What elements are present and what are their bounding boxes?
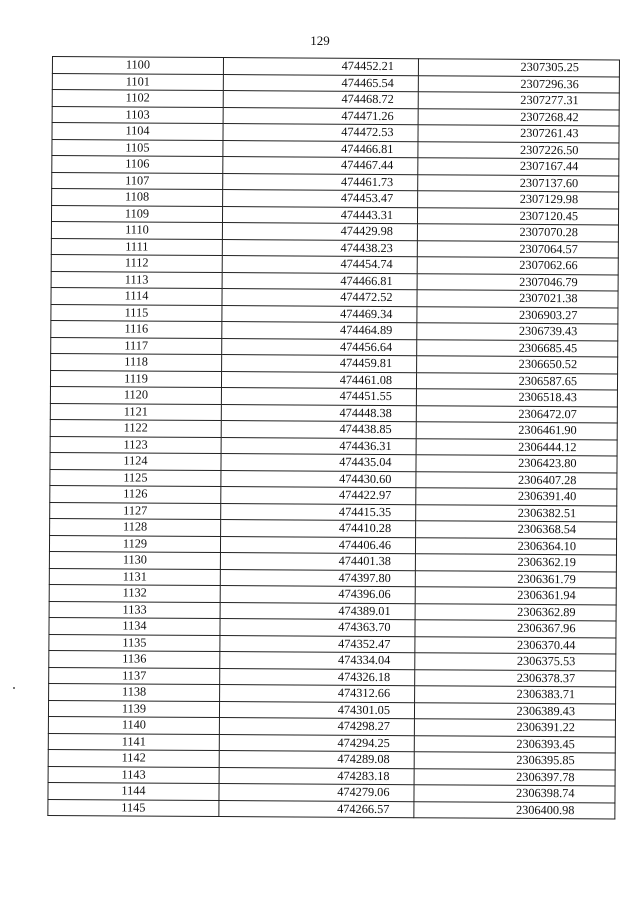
x-coordinate-cell: 474468.72: [223, 91, 418, 109]
point-number-cell: 1114: [51, 287, 222, 305]
y-coordinate-cell: 2306395.85: [414, 752, 615, 770]
point-number-cell: 1102: [52, 90, 223, 108]
point-number-cell: 1110: [51, 221, 222, 239]
y-coordinate-cell: 2307261.43: [418, 125, 619, 143]
x-coordinate-cell: 474422.97: [221, 487, 416, 505]
x-coordinate-cell: 474283.18: [219, 767, 414, 785]
point-number-cell: 1122: [50, 419, 221, 437]
x-coordinate-cell: 474435.04: [221, 454, 416, 472]
y-coordinate-cell: 2307046.79: [417, 273, 618, 291]
y-coordinate-cell: 2307120.45: [417, 207, 618, 225]
y-coordinate-cell: 2306362.89: [415, 603, 616, 621]
y-coordinate-cell: 2307137.60: [418, 174, 619, 192]
y-coordinate-cell: 2306518.43: [416, 389, 617, 407]
y-coordinate-cell: 2306391.22: [414, 719, 615, 737]
point-number-cell: 1144: [48, 782, 219, 800]
y-coordinate-cell: 2307062.66: [417, 257, 618, 275]
point-number-cell: 1118: [51, 353, 222, 371]
x-coordinate-cell: 474352.47: [220, 635, 415, 653]
y-coordinate-cell: 2306472.07: [416, 405, 617, 423]
x-coordinate-cell: 474452.21: [223, 58, 418, 76]
point-number-cell: 1127: [50, 502, 221, 520]
x-coordinate-cell: 474406.46: [220, 536, 415, 554]
x-coordinate-cell: 474298.27: [219, 718, 414, 736]
y-coordinate-cell: 2306361.79: [415, 570, 616, 588]
x-coordinate-cell: 474472.52: [222, 289, 417, 307]
y-coordinate-cell: 2306362.19: [415, 554, 616, 572]
y-coordinate-cell: 2306368.54: [416, 521, 617, 539]
x-coordinate-cell: 474454.74: [222, 256, 417, 274]
y-coordinate-cell: 2306389.43: [414, 702, 615, 720]
coordinates-table: [47, 56, 620, 819]
point-number-cell: 1119: [50, 370, 221, 388]
x-coordinate-cell: 474301.05: [219, 701, 414, 719]
point-number-cell: 1139: [48, 700, 219, 718]
point-number-cell: 1106: [52, 156, 223, 174]
point-number-cell: 1141: [48, 733, 219, 751]
y-coordinate-cell: 2306685.45: [417, 339, 618, 357]
x-coordinate-cell: 474410.28: [221, 520, 416, 538]
page-number: 129: [310, 33, 330, 48]
x-coordinate-cell: 474429.98: [222, 223, 417, 241]
point-number-cell: 1128: [50, 518, 221, 536]
point-number-cell: 1121: [50, 403, 221, 421]
point-number-cell: 1112: [51, 254, 222, 272]
point-number-cell: 1100: [52, 57, 223, 75]
table-row: [48, 799, 615, 819]
x-coordinate-cell: 474466.81: [222, 272, 417, 290]
y-coordinate-cell: 2307226.50: [418, 141, 619, 159]
y-coordinate-cell: 2306400.98: [414, 801, 615, 819]
x-coordinate-cell: 474465.54: [223, 74, 418, 92]
x-coordinate-cell: 474464.89: [222, 322, 417, 340]
y-coordinate-cell: 2307070.28: [417, 224, 618, 242]
point-number-cell: 1129: [49, 535, 220, 553]
point-number-cell: 1135: [49, 634, 220, 652]
y-coordinate-cell: 2307305.25: [418, 59, 619, 77]
y-coordinate-cell: 2307064.57: [417, 240, 618, 258]
y-coordinate-cell: 2306587.65: [416, 372, 617, 390]
point-number-cell: 1142: [48, 749, 219, 767]
y-coordinate-cell: 2307268.42: [418, 108, 619, 126]
x-coordinate-cell: 474438.23: [222, 239, 417, 257]
point-number-cell: 1103: [52, 106, 223, 124]
point-number-cell: 1124: [50, 452, 221, 470]
x-coordinate-cell: 474466.81: [223, 140, 418, 158]
y-coordinate-cell: 2307296.36: [418, 75, 619, 93]
y-coordinate-cell: 2306364.10: [415, 537, 616, 555]
x-coordinate-cell: 474469.34: [222, 305, 417, 323]
y-coordinate-cell: 2306382.51: [416, 504, 617, 522]
y-coordinate-cell: 2306361.94: [415, 587, 616, 605]
y-coordinate-cell: 2306461.90: [416, 422, 617, 440]
x-coordinate-cell: 474389.01: [220, 602, 415, 620]
y-coordinate-cell: 2306383.71: [415, 686, 616, 704]
y-coordinate-cell: 2306650.52: [417, 356, 618, 374]
point-number-cell: 1143: [48, 766, 219, 784]
x-coordinate-cell: 474363.70: [220, 619, 415, 637]
point-number-cell: 1111: [51, 238, 222, 256]
y-coordinate-cell: 2306444.12: [416, 438, 617, 456]
y-coordinate-cell: 2306375.53: [415, 653, 616, 671]
x-coordinate-cell: 474326.18: [220, 668, 415, 686]
scan-speck: [13, 687, 15, 689]
point-number-cell: 1130: [49, 551, 220, 569]
point-number-cell: 1138: [49, 683, 220, 701]
point-number-cell: 1120: [50, 386, 221, 404]
point-number-cell: 1101: [52, 73, 223, 91]
point-number-cell: 1113: [51, 271, 222, 289]
x-coordinate-cell: 474334.04: [220, 652, 415, 670]
x-coordinate-cell: 474401.38: [220, 553, 415, 571]
x-coordinate-cell: 474456.64: [222, 338, 417, 356]
point-number-cell: 1140: [48, 716, 219, 734]
y-coordinate-cell: 2306393.45: [414, 735, 615, 753]
x-coordinate-cell: 474467.44: [223, 157, 418, 175]
point-number-cell: 1108: [52, 189, 223, 207]
x-coordinate-cell: 474461.08: [221, 371, 416, 389]
point-number-cell: 1137: [49, 667, 220, 685]
point-number-cell: 1131: [49, 568, 220, 586]
point-number-cell: 1133: [49, 601, 220, 619]
x-coordinate-cell: 474451.55: [221, 388, 416, 406]
x-coordinate-cell: 474266.57: [219, 800, 414, 818]
point-number-cell: 1132: [49, 584, 220, 602]
point-number-cell: 1123: [50, 436, 221, 454]
x-coordinate-cell: 474436.31: [221, 437, 416, 455]
x-coordinate-cell: 474396.06: [220, 586, 415, 604]
x-coordinate-cell: 474415.35: [221, 503, 416, 521]
x-coordinate-cell: 474471.26: [223, 107, 418, 125]
x-coordinate-cell: 474294.25: [219, 734, 414, 752]
x-coordinate-cell: 474453.47: [223, 190, 418, 208]
x-coordinate-cell: 474472.53: [223, 124, 418, 142]
y-coordinate-cell: 2306398.74: [414, 785, 615, 803]
point-number-cell: 1105: [52, 139, 223, 157]
x-coordinate-cell: 474397.80: [220, 569, 415, 587]
x-coordinate-cell: 474312.66: [220, 685, 415, 703]
y-coordinate-cell: 2307021.38: [417, 290, 618, 308]
point-number-cell: 1145: [48, 799, 219, 817]
point-number-cell: 1104: [52, 123, 223, 141]
x-coordinate-cell: 474448.38: [221, 404, 416, 422]
x-coordinate-cell: 474459.81: [222, 355, 417, 373]
point-number-cell: 1117: [51, 337, 222, 355]
point-number-cell: 1125: [50, 469, 221, 487]
point-number-cell: 1134: [49, 617, 220, 635]
x-coordinate-cell: 474289.08: [219, 751, 414, 769]
x-coordinate-cell: 474279.06: [219, 784, 414, 802]
y-coordinate-cell: 2306370.44: [415, 636, 616, 654]
coordinates-table-wrapper: [47, 56, 620, 819]
point-number-cell: 1109: [51, 205, 222, 223]
point-number-cell: 1116: [51, 320, 222, 338]
y-coordinate-cell: 2307129.98: [418, 191, 619, 209]
y-coordinate-cell: 2306378.37: [415, 669, 616, 687]
x-coordinate-cell: 474430.60: [221, 470, 416, 488]
x-coordinate-cell: 474438.85: [221, 421, 416, 439]
y-coordinate-cell: 2306903.27: [417, 306, 618, 324]
x-coordinate-cell: 474461.73: [223, 173, 418, 191]
y-coordinate-cell: 2307277.31: [418, 92, 619, 110]
y-coordinate-cell: 2307167.44: [418, 158, 619, 176]
y-coordinate-cell: 2306397.78: [414, 768, 615, 786]
y-coordinate-cell: 2306739.43: [417, 323, 618, 341]
point-number-cell: 1136: [49, 650, 220, 668]
x-coordinate-cell: 474443.31: [222, 206, 417, 224]
point-number-cell: 1115: [51, 304, 222, 322]
y-coordinate-cell: 2306407.28: [416, 471, 617, 489]
y-coordinate-cell: 2306367.96: [415, 620, 616, 638]
point-number-cell: 1126: [50, 485, 221, 503]
coordinates-table-body: [48, 57, 620, 819]
point-number-cell: 1107: [52, 172, 223, 190]
y-coordinate-cell: 2306391.40: [416, 488, 617, 506]
y-coordinate-cell: 2306423.80: [416, 455, 617, 473]
